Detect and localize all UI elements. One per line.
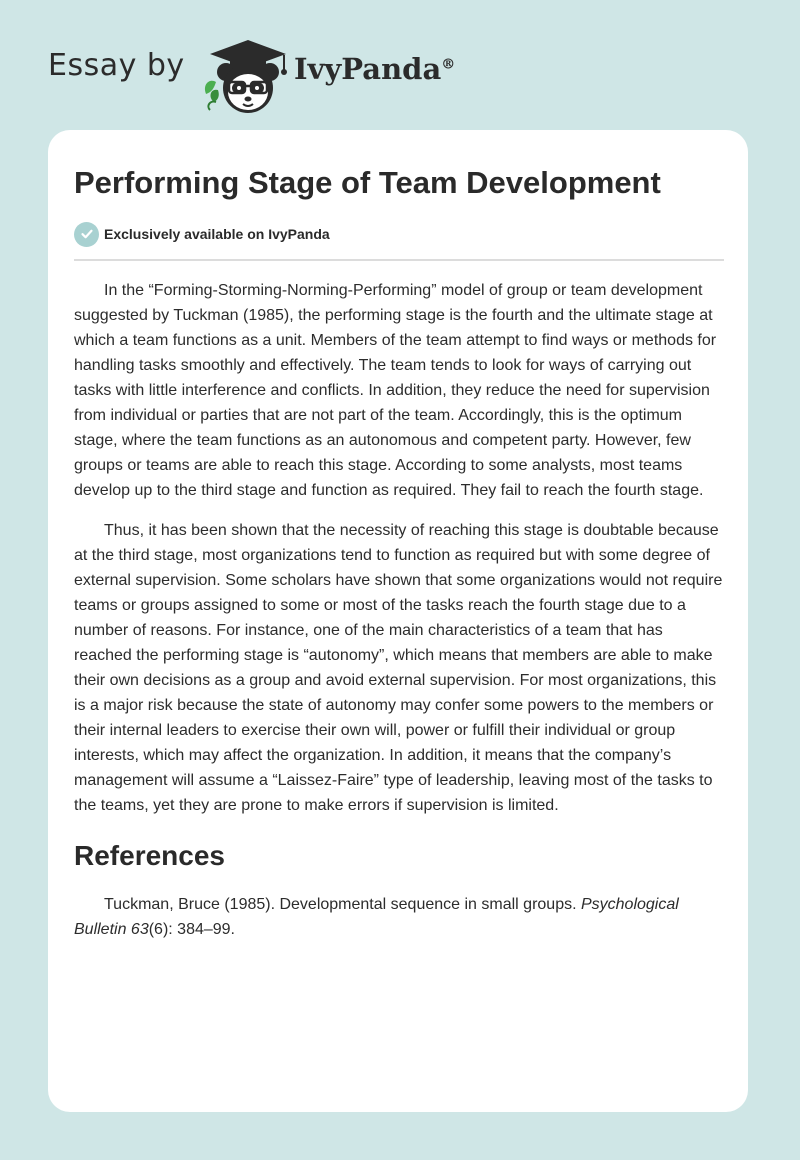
essay-by-label: Essay by — [48, 48, 185, 83]
exclusive-badge — [74, 221, 724, 247]
references-heading: References — [74, 840, 225, 872]
essay-body — [74, 278, 724, 818]
essay-card — [48, 130, 748, 1112]
exclusive-badge-label: Exclusively available on IvyPanda — [104, 226, 330, 243]
panda-logo-icon[interactable] — [200, 36, 296, 116]
reference-item: Tuckman, Bruce (1985). Developmental sequence in small groups. Psychological Bulletin 63(6): 384–99. — [74, 895, 679, 938]
page-title: Performing Stage of Team Development — [74, 165, 661, 200]
check-icon — [74, 222, 99, 247]
paragraph: Thus, it has been shown that the necessity of reaching this stage is doubtable because at the third stage, most organizations tend to function as required but with some degree of external supervision. Some scholars have shown that some organizations would not require teams or groups assigned to some or most of the tasks reach the fourth stage due to a number of reasons. For instance, one of the main characteristics of a team that has reached the performing stage is “autonomy”, which means that members are able to make their own decisions as a group and avoid external supervision. For most organizations, this is a major risk because the state of autonomy may confer some powers to the members or their internal leaders to exercise their own will, power or fulfill their individual or group interests, which may affect the organization. In addition, it means that the company’s management will assume a “Laissez-Faire” type of leadership, leaving most of the tasks to the teams, yet they are prone to make errors if supervision is limited. — [74, 522, 723, 815]
brand-name[interactable]: IvyPanda® — [294, 52, 456, 86]
divider — [74, 259, 724, 261]
site-header — [48, 30, 748, 120]
paragraph: In the “Forming-Storming-Norming-Performing” model of group or team development suggested by Tuckman (1985), the performing stage is the fourth and the ultimate stage at which a team functions as a unit. Members of the team attempt to find ways or methods for handling tasks smoothly and effectively. The team tends to look for ways of carrying out tasks with little interference and conflicts. In addition, they reduce the need for supervision from individual or parties that are not part of the team. Accordingly, this is the optimum stage, where the team functions as an autonomous and competent party. However, few groups or teams are able to reach this stage. According to some analysts, most teams develop up to the third stage and function as required. They fail to reach the fourth stage. — [74, 282, 717, 500]
